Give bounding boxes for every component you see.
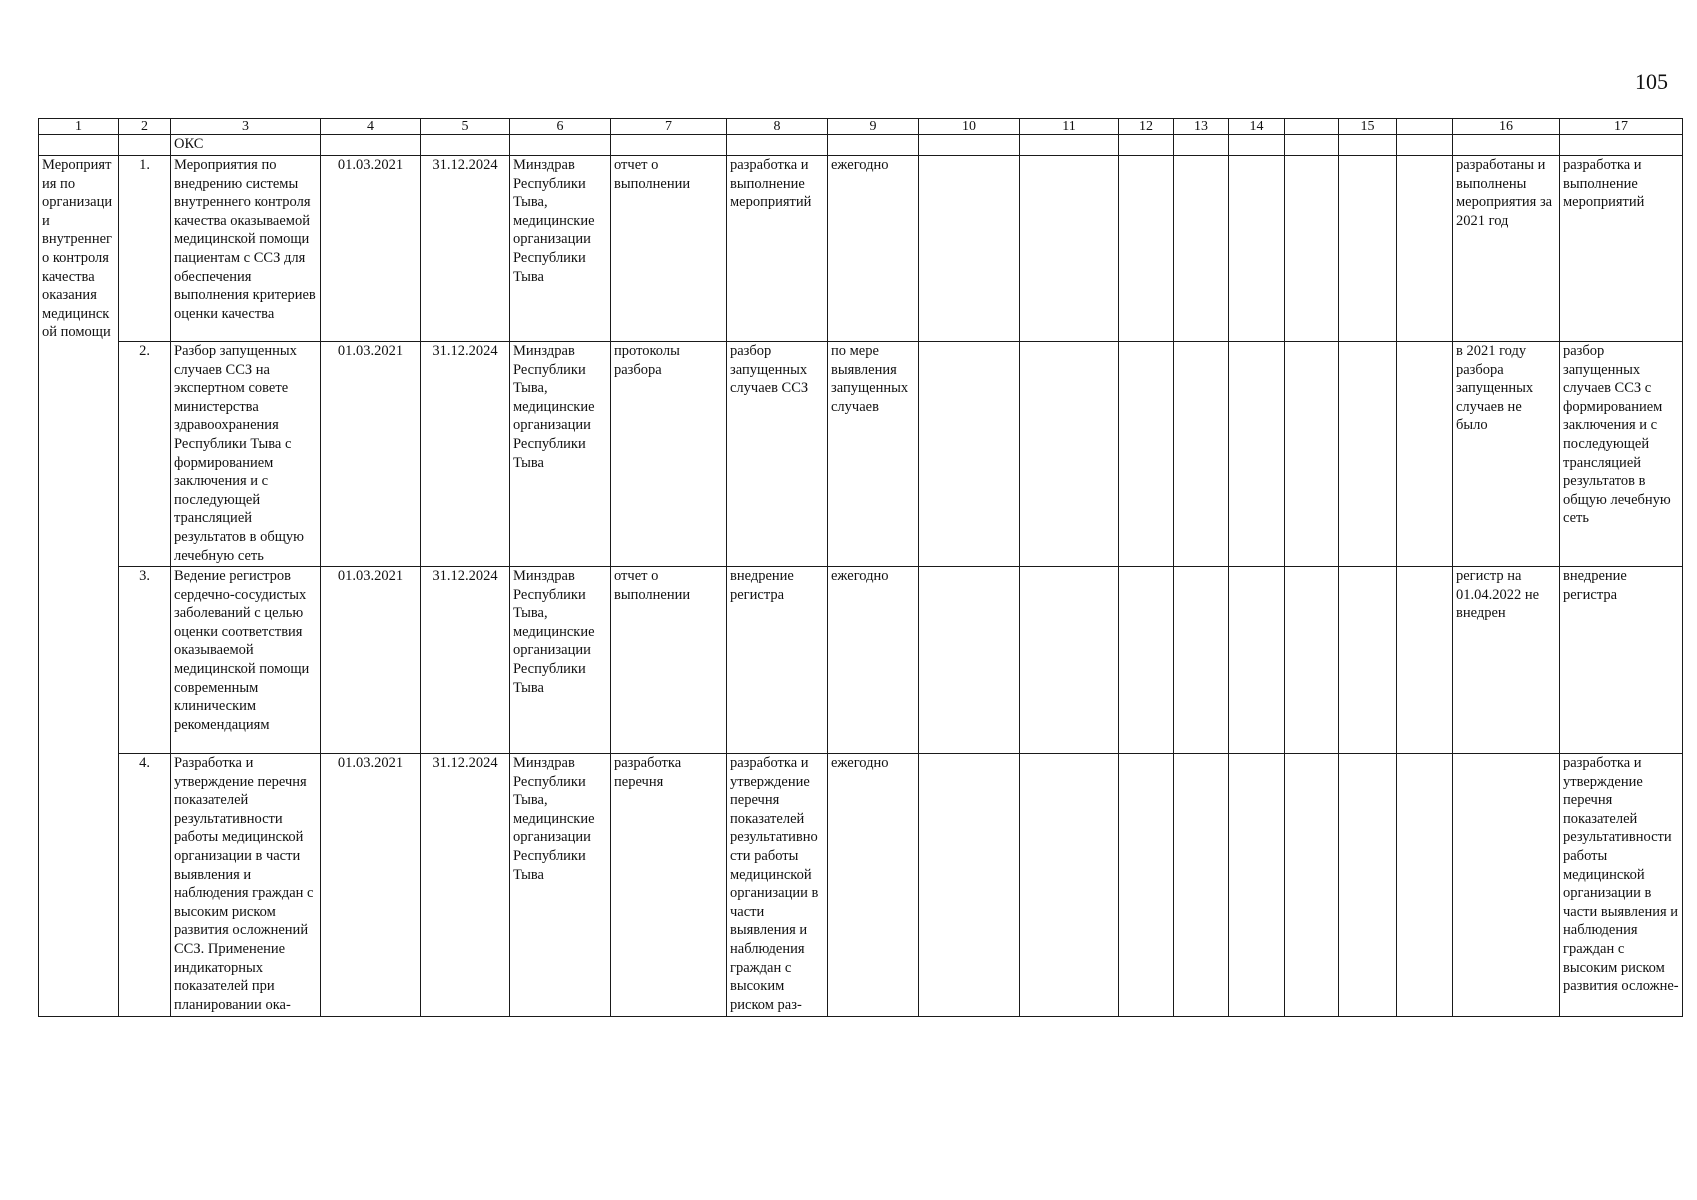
frequency: ежегодно bbox=[828, 156, 919, 342]
empty-cell bbox=[919, 342, 1020, 567]
empty-cell bbox=[1397, 156, 1453, 342]
empty-cell bbox=[321, 135, 421, 156]
end-date: 31.12.2024 bbox=[421, 567, 510, 754]
empty-cell bbox=[1453, 135, 1560, 156]
end-date: 31.12.2024 bbox=[421, 156, 510, 342]
empty-cell bbox=[1229, 754, 1285, 1017]
frequency: по мере выявления запущенных случаев bbox=[828, 342, 919, 567]
empty-cell bbox=[421, 135, 510, 156]
empty-cell bbox=[1285, 135, 1339, 156]
empty-cell bbox=[1119, 567, 1174, 754]
activity-title: Разработка и утверждение перечня показателей результативности работы медицинской организации в части выявления и наблюдения граждан с высоким риском развития осложнений ССЗ. Применение индикаторных показателей при планировании ока- bbox=[171, 754, 321, 1017]
empty-cell bbox=[1339, 567, 1397, 754]
activity-title: Ведение регистров сердечно-сосудистых заболеваний с целью оценки соответствия оказываемой медицинской помощи современным клиническим рекомендациям bbox=[171, 567, 321, 754]
column-number: 3 bbox=[171, 119, 321, 135]
table-row bbox=[39, 567, 1683, 754]
empty-cell bbox=[1397, 135, 1453, 156]
planned-result: разбор запущенных случаев ССЗ с формированием заключения и с последующей трансляцией результатов в общую лечебную сеть bbox=[1560, 342, 1683, 567]
empty-cell bbox=[1397, 567, 1453, 754]
column-number: 6 bbox=[510, 119, 611, 135]
table-row bbox=[39, 342, 1683, 567]
empty-cell bbox=[1020, 156, 1119, 342]
empty-cell bbox=[1339, 135, 1397, 156]
column-number: 7 bbox=[611, 119, 727, 135]
column-number: 1 bbox=[39, 119, 119, 135]
result: разбор запущенных случаев ССЗ bbox=[727, 342, 828, 567]
column-number: 11 bbox=[1020, 119, 1119, 135]
column-number: 4 bbox=[321, 119, 421, 135]
column-number: 17 bbox=[1560, 119, 1683, 135]
status-2021: разработаны и выполнены мероприятия за 2021 год bbox=[1453, 156, 1560, 342]
responsible: Минздрав Республики Тыва, медицинские организации Республики Тыва bbox=[510, 156, 611, 342]
responsible: Минздрав Республики Тыва, медицинские организации Республики Тыва bbox=[510, 754, 611, 1017]
column-number: 13 bbox=[1174, 119, 1229, 135]
empty-cell bbox=[1339, 156, 1397, 342]
empty-cell bbox=[1020, 567, 1119, 754]
result-form: отчет о выполнении bbox=[611, 567, 727, 754]
empty-cell bbox=[510, 135, 611, 156]
empty-cell bbox=[1174, 156, 1229, 342]
empty-cell bbox=[39, 135, 119, 156]
empty-cell bbox=[1397, 342, 1453, 567]
empty-cell bbox=[1229, 156, 1285, 342]
empty-cell bbox=[919, 156, 1020, 342]
empty-cell bbox=[1119, 754, 1174, 1017]
planned-result: разработка и выполнение мероприятий bbox=[1560, 156, 1683, 342]
column-number bbox=[1285, 119, 1339, 135]
start-date: 01.03.2021 bbox=[321, 156, 421, 342]
activity-title: Разбор запущенных случаев ССЗ на экспертном совете министерства здравоохранения Республики Тыва с формированием заключения и с последующей трансляцией результатов в общую лечебную сеть bbox=[171, 342, 321, 567]
empty-cell bbox=[727, 135, 828, 156]
empty-cell bbox=[1229, 342, 1285, 567]
column-number: 5 bbox=[421, 119, 510, 135]
empty-cell bbox=[1174, 754, 1229, 1017]
planned-result: внедрение регистра bbox=[1560, 567, 1683, 754]
result-form: отчет о выполнении bbox=[611, 156, 727, 342]
responsible: Минздрав Республики Тыва, медицинские организации Республики Тыва bbox=[510, 567, 611, 754]
empty-cell bbox=[119, 135, 171, 156]
empty-cell bbox=[1174, 567, 1229, 754]
start-date: 01.03.2021 bbox=[321, 754, 421, 1017]
column-number: 8 bbox=[727, 119, 828, 135]
empty-cell bbox=[1020, 135, 1119, 156]
empty-cell bbox=[1229, 567, 1285, 754]
empty-cell bbox=[1339, 754, 1397, 1017]
planned-result: разработка и утверждение перечня показателей результативности работы медицинской организации в части выявления и наблюдения граждан с высоким риском развития осложне- bbox=[1560, 754, 1683, 1017]
empty-cell bbox=[919, 567, 1020, 754]
table-row bbox=[39, 156, 1683, 342]
row-number: 1. bbox=[119, 156, 171, 342]
column-number: 16 bbox=[1453, 119, 1560, 135]
column-number bbox=[1397, 119, 1453, 135]
column-number: 9 bbox=[828, 119, 919, 135]
column-number: 14 bbox=[1229, 119, 1285, 135]
empty-cell bbox=[1560, 135, 1683, 156]
empty-cell bbox=[1020, 754, 1119, 1017]
start-date: 01.03.2021 bbox=[321, 342, 421, 567]
empty-cell bbox=[1174, 135, 1229, 156]
responsible: Минздрав Республики Тыва, медицинские организации Республики Тыва bbox=[510, 342, 611, 567]
column-number: 15 bbox=[1339, 119, 1397, 135]
empty-cell bbox=[611, 135, 727, 156]
empty-cell bbox=[1229, 135, 1285, 156]
empty-cell bbox=[1285, 754, 1339, 1017]
empty-cell bbox=[1339, 342, 1397, 567]
column-number-row bbox=[39, 119, 1683, 135]
empty-cell bbox=[1174, 342, 1229, 567]
status-2021: регистр на 01.04.2022 не внедрен bbox=[1453, 567, 1560, 754]
empty-cell bbox=[1119, 342, 1174, 567]
empty-cell bbox=[1020, 342, 1119, 567]
empty-cell bbox=[1397, 754, 1453, 1017]
status-2021: в 2021 году разбора запущенных случаев не было bbox=[1453, 342, 1560, 567]
empty-cell bbox=[828, 135, 919, 156]
activity-title: Мероприятия по внедрению системы внутреннего контроля качества оказываемой медицинской помощи пациентам с ССЗ для обеспечения выполнения критериев оценки качества bbox=[171, 156, 321, 342]
empty-cell bbox=[1285, 156, 1339, 342]
empty-cell bbox=[1119, 135, 1174, 156]
row-number: 2. bbox=[119, 342, 171, 567]
section-row bbox=[39, 135, 1683, 156]
empty-cell bbox=[1285, 567, 1339, 754]
end-date: 31.12.2024 bbox=[421, 342, 510, 567]
empty-cell bbox=[919, 754, 1020, 1017]
page-number: 105 bbox=[1635, 69, 1668, 94]
row-number: 3. bbox=[119, 567, 171, 754]
empty-cell bbox=[919, 135, 1020, 156]
empty-cell bbox=[1285, 342, 1339, 567]
status-2021 bbox=[1453, 754, 1560, 1017]
frequency: ежегодно bbox=[828, 567, 919, 754]
plan-table bbox=[38, 118, 1683, 1017]
section-label: ОКС bbox=[171, 135, 321, 156]
empty-cell bbox=[1119, 156, 1174, 342]
column-number: 2 bbox=[119, 119, 171, 135]
start-date: 01.03.2021 bbox=[321, 567, 421, 754]
result: разработка и выполнение мероприятий bbox=[727, 156, 828, 342]
result: внедрение регистра bbox=[727, 567, 828, 754]
column-number: 10 bbox=[919, 119, 1020, 135]
column-number: 12 bbox=[1119, 119, 1174, 135]
result-form: протоколы разбора bbox=[611, 342, 727, 567]
end-date: 31.12.2024 bbox=[421, 754, 510, 1017]
table-row bbox=[39, 754, 1683, 1017]
result: разработка и утверждение перечня показателей результативности работы медицинской организации в части выявления и наблюдения граждан с высоким риском раз- bbox=[727, 754, 828, 1017]
result-form: разработка перечня bbox=[611, 754, 727, 1017]
frequency: ежегодно bbox=[828, 754, 919, 1017]
row-number: 4. bbox=[119, 754, 171, 1017]
group-label: Мероприятия по организации внутреннего контроля качества оказания медицинской помощи bbox=[39, 156, 119, 1017]
